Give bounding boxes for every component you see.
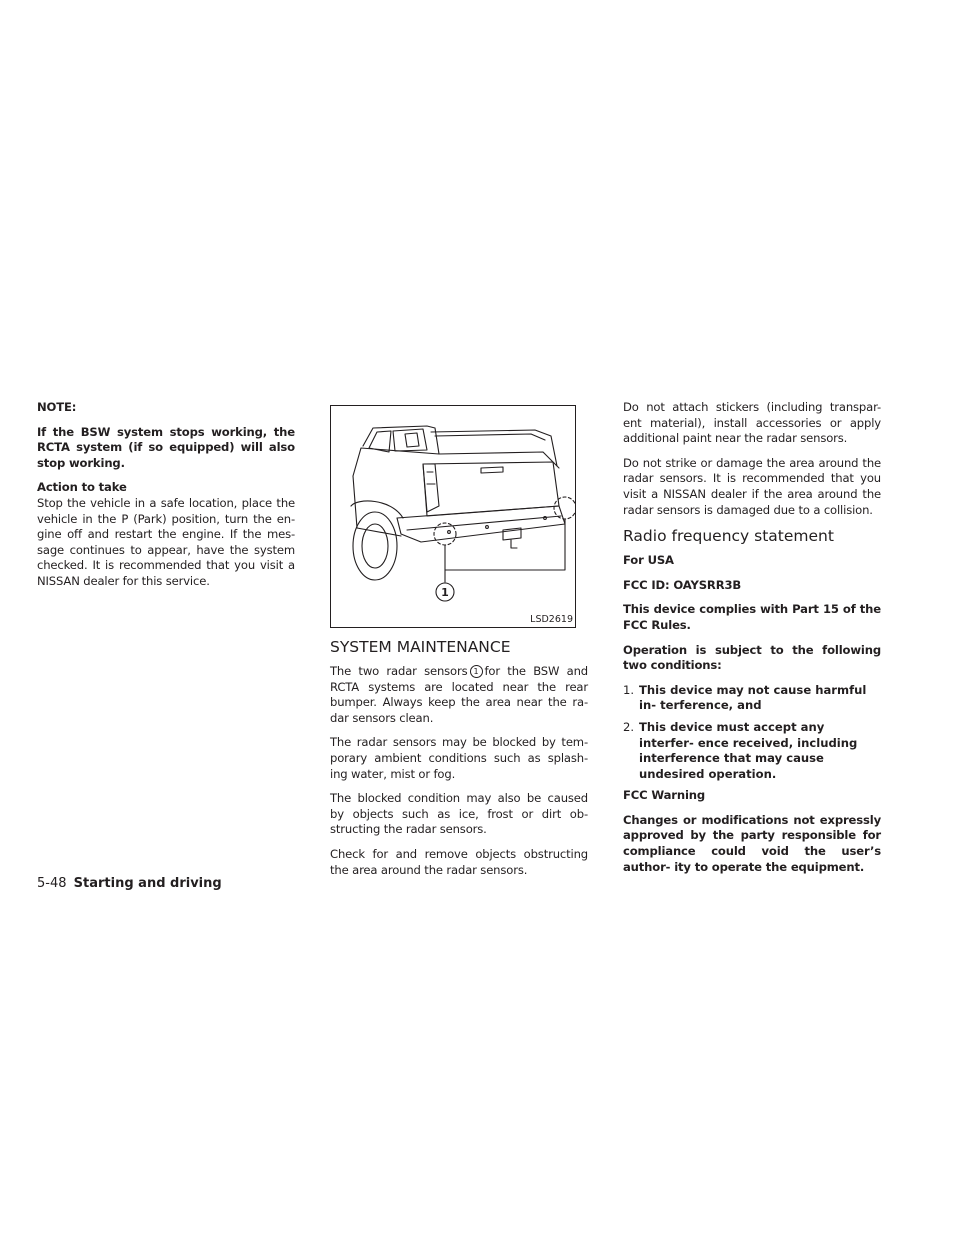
conditions-text: Operation is subject to the following two conditions: xyxy=(623,642,881,673)
column-1 xyxy=(37,400,295,599)
action-heading: Action to take xyxy=(37,480,127,495)
damage-paragraph: Do not strike or damage the area around the radar sensors. It is recommended that you visit a NISSAN dealer if the area around the radar sensors is damaged due to a collision. xyxy=(623,455,881,517)
note-heading: NOTE: xyxy=(37,400,77,414)
maintenance-p3: The blocked condition may also be caused by objects such as ice, frost or dirt ob- structing the radar sensors. xyxy=(330,791,588,837)
page-number: 5-48 xyxy=(37,876,67,891)
section-heading-maintenance: SYSTEM MAINTENANCE xyxy=(330,638,511,656)
condition-item-2: 2. This device must accept any interfer- ence received, including interference that may cause undesired operation. xyxy=(623,719,858,781)
for-usa: For USA xyxy=(623,553,674,568)
note-text: If the BSW system stops working, the RCTA system (if so equipped) will also stop working. xyxy=(37,424,295,470)
fcc-id: FCC ID: OAYSRR3B xyxy=(623,577,742,592)
truck-rear-illustration xyxy=(331,406,575,627)
section-title: Starting and driving xyxy=(73,876,222,891)
column-3 xyxy=(623,400,881,884)
complies-text: This device complies with Part 15 of the FCC Rules. xyxy=(623,602,881,632)
condition-item-1: 1. This device may not cause harmful in- terference, and xyxy=(623,682,867,713)
stickers-paragraph: Do not attach stickers (including transpar- ent material), install accessories or apply additional paint near the radar sensors. xyxy=(623,400,881,446)
page-footer xyxy=(37,876,222,892)
figure-code: LSD2619 xyxy=(530,614,573,625)
action-text: Stop the vehicle in a safe location, place the vehicle in the P (Park) position, turn the en- gine off and restart the engine. If the mes- sage continues to appear, have the system checked. It is recommended that you visit a NISSAN dealer for this service. xyxy=(37,495,295,588)
section-heading-radio: Radio frequency statement xyxy=(623,527,834,546)
figure-callout: 1 xyxy=(441,586,449,599)
fcc-warning: FCC Warning xyxy=(623,788,706,803)
maintenance-p4: Check for and remove objects obstructing the area around the radar sensors. xyxy=(330,846,588,877)
column-2 xyxy=(330,400,588,887)
changes-text: Changes or modifications not expressly approved by the party responsible for compliance could void the user’s author- ity to operate the equipment. xyxy=(623,812,881,874)
maintenance-p2: The radar sensors may be blocked by tem- porary ambient conditions such as splash- ing water, mist or fog. xyxy=(330,735,588,781)
truck-rear-figure xyxy=(330,405,576,628)
callout-1-marker: 1 xyxy=(470,665,483,678)
maintenance-p1: The two radar sensors 1 for the BSW and RCTA systems are located near the rear bumper. Always keep the area near the ra- dar sensors clean. xyxy=(330,664,588,725)
